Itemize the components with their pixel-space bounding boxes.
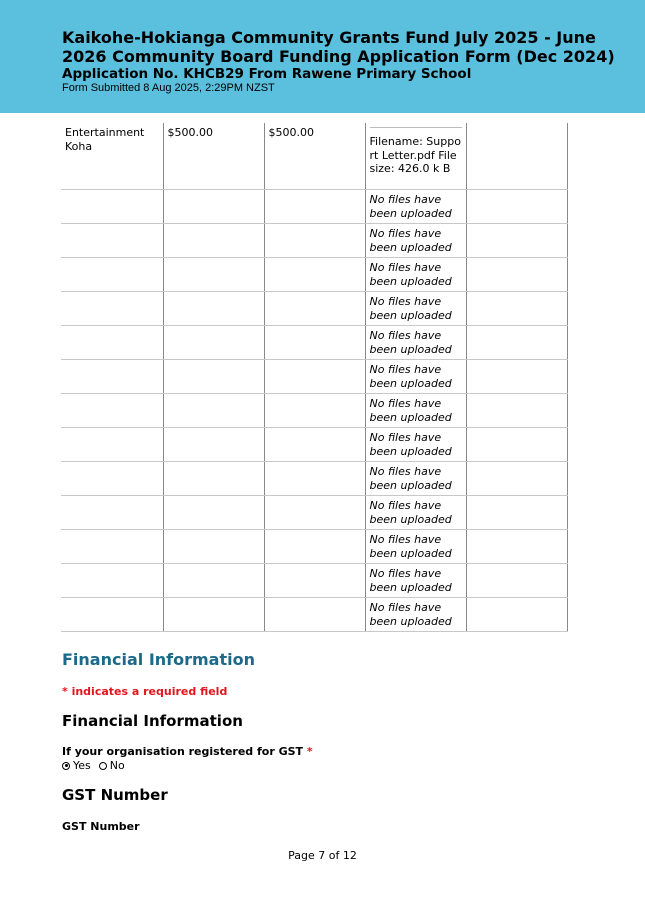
file-cell — [365, 462, 466, 496]
amount-cell: $500.00 — [264, 123, 365, 190]
cost-cell: $500.00 — [163, 123, 264, 190]
file-cell — [365, 394, 466, 428]
table-row — [61, 462, 567, 496]
empty-cell — [466, 428, 567, 462]
table-row — [61, 258, 567, 292]
empty-cell — [264, 360, 365, 394]
empty-cell — [61, 224, 163, 258]
empty-cell — [466, 360, 567, 394]
gst-number-heading: GST Number — [62, 786, 168, 804]
gst-question-label — [62, 745, 313, 758]
empty-cell — [264, 326, 365, 360]
empty-cell — [163, 530, 264, 564]
empty-cell — [163, 496, 264, 530]
empty-cell — [466, 496, 567, 530]
file-cell — [365, 428, 466, 462]
empty-cell — [466, 530, 567, 564]
table-row — [61, 123, 567, 190]
required-field-note: * indicates a required field — [62, 685, 228, 698]
no-files-text: No files have been uploaded — [369, 431, 452, 458]
empty-cell — [264, 224, 365, 258]
empty-cell — [264, 190, 365, 224]
submission-timestamp: Form Submitted 8 Aug 2025, 2:29PM NZST — [62, 82, 275, 94]
empty-cell — [264, 292, 365, 326]
empty-cell — [264, 258, 365, 292]
gst-number-label: GST Number — [62, 820, 140, 833]
no-files-text: No files have been uploaded — [369, 363, 452, 390]
empty-cell — [466, 326, 567, 360]
empty-cell — [61, 530, 163, 564]
file-cell — [365, 326, 466, 360]
file-cell — [365, 224, 466, 258]
gst-option-yes[interactable] — [62, 759, 91, 772]
no-files-text: No files have been uploaded — [369, 465, 452, 492]
empty-cell — [163, 292, 264, 326]
no-files-text: No files have been uploaded — [369, 397, 452, 424]
empty-cell — [163, 258, 264, 292]
file-cell — [365, 190, 466, 224]
empty-cell — [264, 428, 365, 462]
empty-cell — [61, 564, 163, 598]
empty-cell — [264, 462, 365, 496]
empty-cell — [61, 598, 163, 632]
gst-option-no[interactable] — [99, 759, 125, 772]
empty-cell — [163, 224, 264, 258]
empty-cell — [61, 326, 163, 360]
empty-cell — [264, 564, 365, 598]
table-row — [61, 394, 567, 428]
gst-radio-group — [62, 759, 125, 772]
empty-cell — [466, 190, 567, 224]
empty-cell — [163, 462, 264, 496]
empty-cell — [466, 564, 567, 598]
empty-cell — [466, 258, 567, 292]
table-row — [61, 292, 567, 326]
file-cell — [365, 530, 466, 564]
item-cell: Entertainment Koha — [61, 123, 163, 190]
empty-cell — [61, 496, 163, 530]
empty-cell — [163, 428, 264, 462]
table-row — [61, 224, 567, 258]
empty-cell — [163, 564, 264, 598]
file-cell — [365, 496, 466, 530]
empty-cell — [466, 394, 567, 428]
empty-cell — [61, 258, 163, 292]
page-header — [0, 0, 645, 113]
table-row — [61, 360, 567, 394]
radio-unselected-icon[interactable] — [99, 762, 107, 770]
no-files-text: No files have been uploaded — [369, 533, 452, 560]
empty-cell — [61, 462, 163, 496]
empty-cell — [163, 360, 264, 394]
table-row — [61, 428, 567, 462]
table-row — [61, 530, 567, 564]
empty-cell — [264, 530, 365, 564]
no-files-text: No files have been uploaded — [369, 567, 452, 594]
no-files-text: No files have been uploaded — [369, 499, 452, 526]
empty-cell — [61, 190, 163, 224]
empty-cell — [466, 598, 567, 632]
table-row — [61, 598, 567, 632]
empty-cell — [163, 598, 264, 632]
expense-table — [61, 123, 568, 632]
empty-cell — [163, 190, 264, 224]
file-cell — [365, 292, 466, 326]
empty-cell — [264, 394, 365, 428]
page-number: Page 7 of 12 — [288, 849, 357, 862]
gst-question-text: If your organisation registered for GST — [62, 745, 304, 758]
table-row — [61, 496, 567, 530]
empty-cell — [264, 598, 365, 632]
option-label: Yes — [73, 759, 91, 772]
empty-cell — [264, 496, 365, 530]
empty-cell — [61, 428, 163, 462]
file-cell — [365, 258, 466, 292]
empty-cell — [61, 394, 163, 428]
no-files-text: No files have been uploaded — [369, 193, 452, 220]
no-files-text: No files have been uploaded — [369, 295, 452, 322]
empty-cell — [466, 224, 567, 258]
file-cell — [365, 598, 466, 632]
option-label: No — [109, 759, 125, 772]
file-cell — [365, 123, 466, 190]
empty-cell — [466, 462, 567, 496]
form-title: Kaikohe-Hokianga Community Grants Fund July 2025 - June 2026 Community Board Funding Application Form (Dec 2024) — [62, 28, 615, 66]
empty-cell — [163, 394, 264, 428]
table-row — [61, 564, 567, 598]
file-cell — [365, 360, 466, 394]
empty-cell — [61, 360, 163, 394]
empty-cell — [163, 326, 264, 360]
table-row — [61, 326, 567, 360]
section-title: Financial Information — [62, 650, 255, 669]
no-files-text: No files have been uploaded — [369, 227, 452, 254]
no-files-text: No files have been uploaded — [369, 261, 452, 288]
file-cell — [365, 564, 466, 598]
empty-cell — [466, 292, 567, 326]
table-row — [61, 190, 567, 224]
uploaded-file-info[interactable]: Filename: Suppo rt Letter.pdf File size: 426.0 k B — [370, 127, 462, 176]
radio-selected-icon[interactable] — [62, 762, 70, 770]
empty-cell — [466, 123, 567, 190]
empty-cell — [61, 292, 163, 326]
no-files-text: No files have been uploaded — [369, 601, 452, 628]
application-number: Application No. KHCB29 From Rawene Primary School — [62, 66, 472, 82]
no-files-text: No files have been uploaded — [369, 329, 452, 356]
required-star: * — [306, 745, 313, 758]
financial-subheading: Financial Information — [62, 712, 243, 730]
